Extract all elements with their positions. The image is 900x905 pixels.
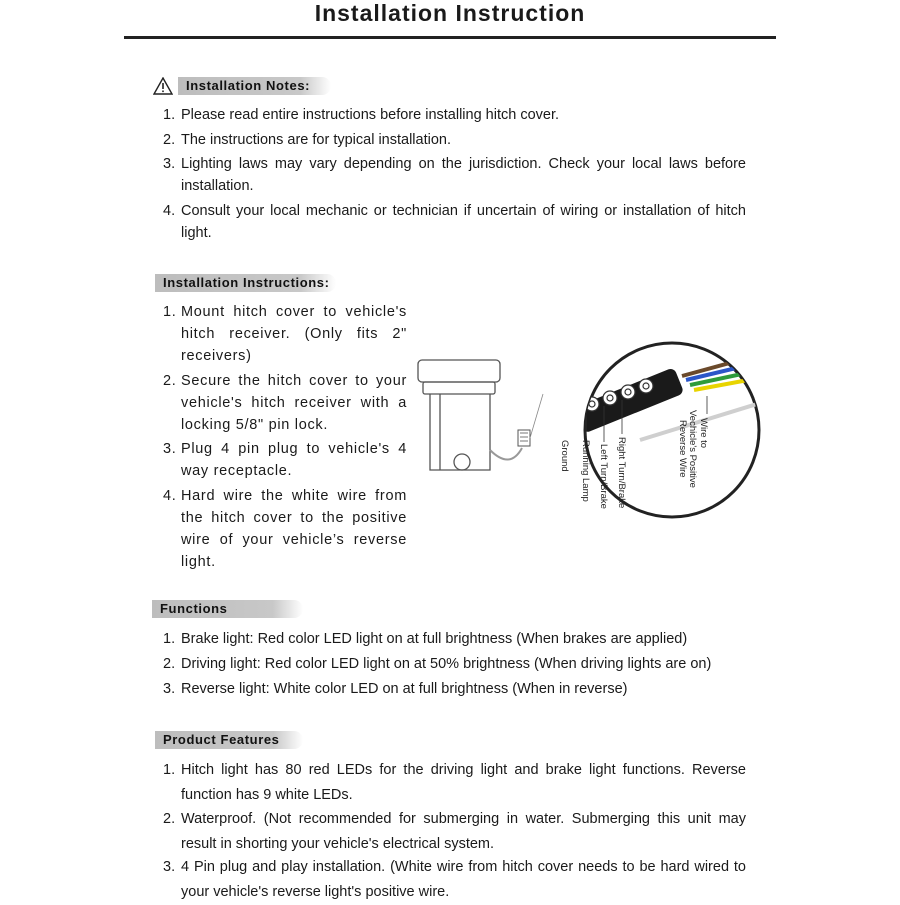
list-item-number: 2.	[163, 131, 176, 148]
list-item	[163, 855, 746, 905]
list-item-text: Mount hitch cover to vehicle's hitch receiver. (Only fits 2" receivers)	[181, 304, 407, 364]
list-item	[163, 758, 746, 808]
list-item-number: 3.	[163, 156, 176, 172]
list-item-text: Driving light: Red color LED light on at 50% brightness (When driving lights are on)	[181, 656, 712, 672]
list-item-number: 1.	[163, 304, 177, 320]
list-item	[163, 807, 746, 857]
list-item-number: 4.	[163, 487, 177, 504]
list-item-number: 1.	[163, 631, 176, 647]
list-item-number: 4.	[163, 202, 176, 219]
list-item	[163, 200, 746, 244]
installation-notes-list	[163, 104, 746, 246]
list-item-number: 2.	[163, 810, 176, 827]
hitch-cover-illustration	[418, 360, 500, 470]
list-item	[163, 153, 746, 197]
wire-label-reverse-line-1: Wire to	[698, 418, 709, 449]
list-item-text: Hitch light has 80 red LEDs for the driving light and brake light functions. Reverse function has 9 white LEDs.	[181, 762, 746, 803]
list-item	[163, 485, 407, 573]
list-item-number: 1.	[163, 762, 176, 778]
wire-label-ground: Ground	[559, 440, 570, 472]
title-divider	[124, 36, 776, 39]
list-item-text: 4 Pin plug and play installation. (White wire from hitch cover needs to be hard wired to your vehicle's reverse light's positive wire.	[181, 859, 746, 900]
wire-label-right-turn-brake: Right Turn/Brake	[616, 437, 627, 509]
list-item	[163, 129, 746, 151]
list-item-text: Waterproof. (Not recommended for submerging in water. Submerging this unit may result in shorting your vehicle's electrical system.	[181, 810, 746, 852]
list-item-text: Secure the hitch cover to your vehicle's hitch receiver with a locking 5/8" pin lock.	[181, 372, 407, 433]
functions-list	[163, 628, 763, 703]
list-item	[163, 678, 763, 700]
product-features-heading: Product Features	[155, 731, 303, 749]
list-item	[163, 628, 763, 650]
installation-notes-heading-colon: :	[305, 78, 311, 93]
list-item-number: 3.	[163, 681, 176, 697]
list-item-text: Please read entire instructions before installing hitch cover.	[181, 107, 560, 123]
list-item-number: 1.	[163, 107, 176, 123]
installation-instructions-list	[163, 301, 407, 575]
installation-instructions-heading: Installation Instructions:	[155, 274, 336, 292]
wire-label-left-turn-brake: Left Turn/Brake	[598, 444, 609, 509]
plug-wire-illustration	[490, 394, 543, 460]
list-item	[163, 653, 763, 675]
wire-label-reverse-line-3: Reverse Wire	[677, 420, 688, 478]
wire-label-reverse-line-2: Vechicle's Positive	[687, 410, 698, 488]
list-item-number: 2.	[163, 372, 177, 389]
list-item-number: 2.	[163, 656, 176, 672]
connector-closeup	[557, 343, 770, 517]
wire-label-running-lamp: Running Lamp	[580, 440, 591, 502]
list-item	[163, 370, 407, 436]
list-item-text: Lighting laws may vary depending on the jurisdiction. Check your local laws before installation.	[181, 156, 746, 194]
list-item	[163, 438, 407, 482]
list-item	[163, 301, 407, 367]
installation-notes-heading-text: Installation Notes	[186, 78, 306, 93]
list-item-text: Plug 4 pin plug to vehicle's 4 way receptacle.	[181, 441, 407, 479]
list-item-number: 3.	[163, 441, 177, 457]
installation-notes-heading	[178, 77, 331, 95]
list-item-text: Hard wire the white wire from the hitch cover to the positive wire of your vehicle’s reverse light.	[181, 487, 407, 570]
list-item-text: Reverse light: White color LED on at full brightness (When in reverse)	[181, 681, 628, 697]
list-item-text: The instructions are for typical installation.	[181, 131, 451, 148]
list-item-text: Brake light: Red color LED light on at full brightness (When brakes are applied)	[181, 631, 688, 647]
list-item	[163, 104, 746, 126]
product-features-list	[163, 758, 746, 904]
warning-icon	[153, 77, 173, 95]
list-item-text: Consult your local mechanic or technician if uncertain of wiring or installation of hitch light.	[181, 202, 746, 241]
list-item-number: 3.	[163, 859, 176, 875]
functions-heading: Functions	[152, 600, 303, 618]
page-title: Installation Instruction	[314, 0, 586, 26]
wiring-diagram	[410, 330, 780, 540]
